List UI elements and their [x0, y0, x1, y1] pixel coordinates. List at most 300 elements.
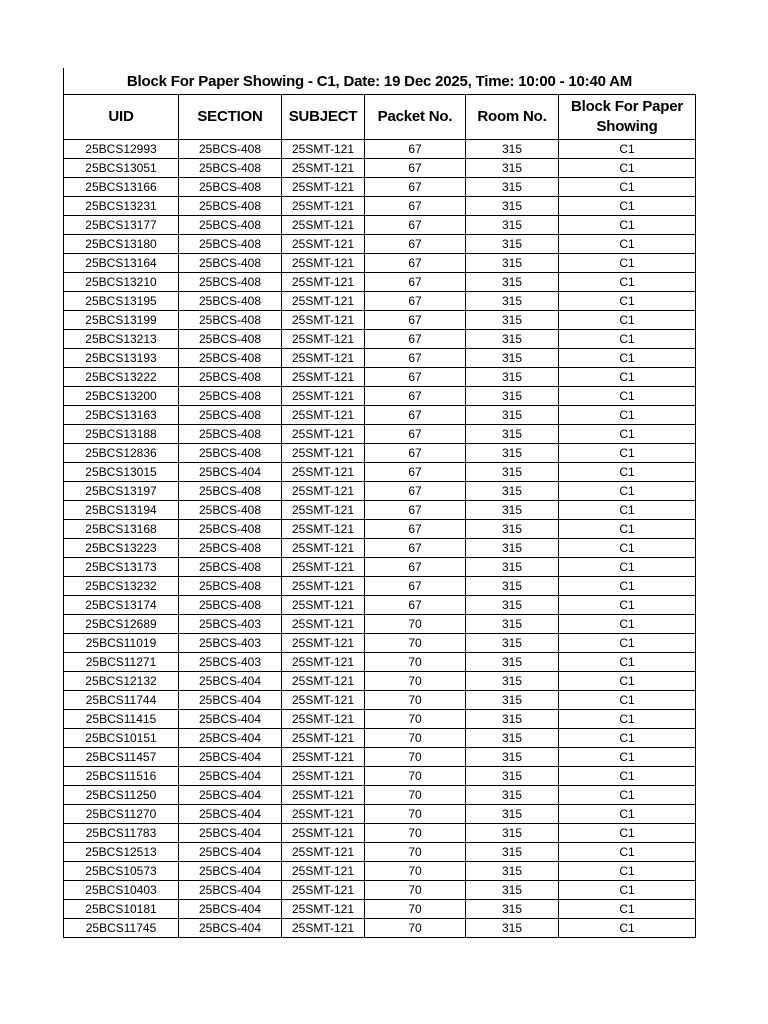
- cell-section: 25BCS-404: [179, 805, 282, 824]
- cell-room-no: 315: [466, 159, 559, 178]
- cell-block: C1: [559, 881, 696, 900]
- table-row: [64, 596, 696, 615]
- cell-room-no: 315: [466, 919, 559, 938]
- cell-uid: 25BCS13223: [64, 539, 179, 558]
- cell-block: C1: [559, 748, 696, 767]
- cell-packet-no: 70: [365, 634, 466, 653]
- title-bar: [63, 68, 695, 94]
- cell-section: 25BCS-404: [179, 786, 282, 805]
- cell-subject: 25SMT-121: [282, 881, 365, 900]
- cell-section: 25BCS-408: [179, 501, 282, 520]
- table-header: [64, 95, 696, 140]
- cell-uid: 25BCS13232: [64, 577, 179, 596]
- cell-packet-no: 67: [365, 140, 466, 159]
- cell-block: C1: [559, 900, 696, 919]
- cell-section: 25BCS-408: [179, 368, 282, 387]
- cell-uid: 25BCS11271: [64, 653, 179, 672]
- cell-block: C1: [559, 178, 696, 197]
- table-row: [64, 710, 696, 729]
- cell-block: C1: [559, 919, 696, 938]
- cell-block: C1: [559, 786, 696, 805]
- table-row: [64, 767, 696, 786]
- cell-room-no: 315: [466, 444, 559, 463]
- document-title: Block For Paper Showing - C1, Date: 19 Dec 2025, Time: 10:00 - 10:40 AM: [126, 72, 633, 90]
- cell-room-no: 315: [466, 900, 559, 919]
- cell-uid: 25BCS12132: [64, 672, 179, 691]
- cell-uid: 25BCS12836: [64, 444, 179, 463]
- allocation-table: [63, 94, 696, 938]
- cell-packet-no: 67: [365, 330, 466, 349]
- cell-uid: 25BCS13193: [64, 349, 179, 368]
- cell-block: C1: [559, 634, 696, 653]
- cell-uid: 25BCS13051: [64, 159, 179, 178]
- cell-subject: 25SMT-121: [282, 216, 365, 235]
- cell-section: 25BCS-404: [179, 862, 282, 881]
- table-row: [64, 577, 696, 596]
- cell-packet-no: 70: [365, 615, 466, 634]
- cell-subject: 25SMT-121: [282, 900, 365, 919]
- cell-block: C1: [559, 349, 696, 368]
- cell-section: 25BCS-408: [179, 216, 282, 235]
- cell-room-no: 315: [466, 767, 559, 786]
- cell-uid: 25BCS13163: [64, 406, 179, 425]
- cell-uid: 25BCS13173: [64, 558, 179, 577]
- table-row: [64, 653, 696, 672]
- cell-subject: 25SMT-121: [282, 178, 365, 197]
- cell-subject: 25SMT-121: [282, 843, 365, 862]
- cell-subject: 25SMT-121: [282, 539, 365, 558]
- cell-block: C1: [559, 368, 696, 387]
- table-row: [64, 140, 696, 159]
- cell-block: C1: [559, 444, 696, 463]
- cell-block: C1: [559, 520, 696, 539]
- cell-room-no: 315: [466, 178, 559, 197]
- cell-packet-no: 67: [365, 273, 466, 292]
- cell-uid: 25BCS13200: [64, 387, 179, 406]
- cell-room-no: 315: [466, 216, 559, 235]
- cell-packet-no: 67: [365, 368, 466, 387]
- cell-section: 25BCS-404: [179, 881, 282, 900]
- cell-uid: 25BCS13177: [64, 216, 179, 235]
- cell-section: 25BCS-404: [179, 900, 282, 919]
- cell-subject: 25SMT-121: [282, 824, 365, 843]
- cell-block: C1: [559, 558, 696, 577]
- cell-section: 25BCS-408: [179, 425, 282, 444]
- cell-room-no: 315: [466, 254, 559, 273]
- cell-block: C1: [559, 577, 696, 596]
- table-row: [64, 558, 696, 577]
- table-row: [64, 482, 696, 501]
- cell-section: 25BCS-404: [179, 463, 282, 482]
- cell-subject: 25SMT-121: [282, 767, 365, 786]
- cell-uid: 25BCS13174: [64, 596, 179, 615]
- table-row: [64, 406, 696, 425]
- cell-section: 25BCS-404: [179, 672, 282, 691]
- cell-block: C1: [559, 235, 696, 254]
- cell-room-no: 315: [466, 805, 559, 824]
- cell-subject: 25SMT-121: [282, 729, 365, 748]
- cell-packet-no: 67: [365, 197, 466, 216]
- cell-subject: 25SMT-121: [282, 710, 365, 729]
- table-row: [64, 824, 696, 843]
- table-row: [64, 425, 696, 444]
- cell-subject: 25SMT-121: [282, 634, 365, 653]
- header-room-no: Room No.: [466, 95, 559, 140]
- cell-block: C1: [559, 501, 696, 520]
- cell-block: C1: [559, 539, 696, 558]
- cell-uid: 25BCS13231: [64, 197, 179, 216]
- cell-uid: 25BCS13015: [64, 463, 179, 482]
- cell-section: 25BCS-408: [179, 406, 282, 425]
- cell-room-no: 315: [466, 710, 559, 729]
- cell-uid: 25BCS11744: [64, 691, 179, 710]
- cell-packet-no: 67: [365, 178, 466, 197]
- table-row: [64, 539, 696, 558]
- cell-block: C1: [559, 805, 696, 824]
- cell-room-no: 315: [466, 862, 559, 881]
- header-section: SECTION: [179, 95, 282, 140]
- cell-room-no: 315: [466, 463, 559, 482]
- cell-subject: 25SMT-121: [282, 235, 365, 254]
- cell-subject: 25SMT-121: [282, 349, 365, 368]
- cell-packet-no: 67: [365, 577, 466, 596]
- cell-packet-no: 67: [365, 292, 466, 311]
- cell-uid: 25BCS10181: [64, 900, 179, 919]
- cell-block: C1: [559, 710, 696, 729]
- cell-packet-no: 67: [365, 539, 466, 558]
- cell-block: C1: [559, 482, 696, 501]
- cell-room-no: 315: [466, 520, 559, 539]
- cell-section: 25BCS-408: [179, 349, 282, 368]
- table-row: [64, 235, 696, 254]
- cell-block: C1: [559, 216, 696, 235]
- cell-section: 25BCS-408: [179, 539, 282, 558]
- cell-section: 25BCS-404: [179, 824, 282, 843]
- cell-section: 25BCS-408: [179, 292, 282, 311]
- cell-block: C1: [559, 254, 696, 273]
- cell-section: 25BCS-404: [179, 691, 282, 710]
- cell-subject: 25SMT-121: [282, 406, 365, 425]
- cell-section: 25BCS-404: [179, 919, 282, 938]
- cell-section: 25BCS-404: [179, 729, 282, 748]
- cell-packet-no: 70: [365, 919, 466, 938]
- cell-room-no: 315: [466, 292, 559, 311]
- cell-uid: 25BCS13222: [64, 368, 179, 387]
- cell-packet-no: 70: [365, 748, 466, 767]
- cell-section: 25BCS-403: [179, 615, 282, 634]
- cell-room-no: 315: [466, 425, 559, 444]
- cell-subject: 25SMT-121: [282, 425, 365, 444]
- cell-subject: 25SMT-121: [282, 501, 365, 520]
- cell-packet-no: 70: [365, 691, 466, 710]
- cell-room-no: 315: [466, 786, 559, 805]
- cell-room-no: 315: [466, 577, 559, 596]
- header-packet-no: Packet No.: [365, 95, 466, 140]
- cell-subject: 25SMT-121: [282, 520, 365, 539]
- table-row: [64, 843, 696, 862]
- cell-room-no: 315: [466, 330, 559, 349]
- cell-subject: 25SMT-121: [282, 368, 365, 387]
- table-row: [64, 881, 696, 900]
- table-row: [64, 634, 696, 653]
- cell-uid: 25BCS12689: [64, 615, 179, 634]
- cell-block: C1: [559, 425, 696, 444]
- cell-uid: 25BCS13188: [64, 425, 179, 444]
- table-body: [64, 140, 696, 938]
- table-row: [64, 444, 696, 463]
- cell-section: 25BCS-408: [179, 558, 282, 577]
- cell-room-no: 315: [466, 615, 559, 634]
- cell-block: C1: [559, 672, 696, 691]
- header-uid: UID: [64, 95, 179, 140]
- cell-section: 25BCS-403: [179, 653, 282, 672]
- table-row: [64, 197, 696, 216]
- cell-packet-no: 67: [365, 406, 466, 425]
- cell-packet-no: 67: [365, 349, 466, 368]
- cell-subject: 25SMT-121: [282, 482, 365, 501]
- cell-subject: 25SMT-121: [282, 558, 365, 577]
- cell-uid: 25BCS13199: [64, 311, 179, 330]
- cell-block: C1: [559, 311, 696, 330]
- header-row: [64, 95, 696, 140]
- cell-room-no: 315: [466, 748, 559, 767]
- cell-subject: 25SMT-121: [282, 691, 365, 710]
- table-row: [64, 805, 696, 824]
- cell-section: 25BCS-403: [179, 634, 282, 653]
- cell-block: C1: [559, 843, 696, 862]
- cell-packet-no: 70: [365, 710, 466, 729]
- cell-subject: 25SMT-121: [282, 197, 365, 216]
- cell-room-no: 315: [466, 349, 559, 368]
- cell-room-no: 315: [466, 539, 559, 558]
- cell-packet-no: 67: [365, 425, 466, 444]
- cell-uid: 25BCS11516: [64, 767, 179, 786]
- cell-uid: 25BCS11457: [64, 748, 179, 767]
- table-row: [64, 387, 696, 406]
- cell-room-no: 315: [466, 672, 559, 691]
- cell-section: 25BCS-408: [179, 387, 282, 406]
- table-row: [64, 900, 696, 919]
- cell-uid: 25BCS13168: [64, 520, 179, 539]
- cell-room-no: 315: [466, 235, 559, 254]
- cell-uid: 25BCS11250: [64, 786, 179, 805]
- cell-subject: 25SMT-121: [282, 159, 365, 178]
- cell-room-no: 315: [466, 501, 559, 520]
- cell-block: C1: [559, 862, 696, 881]
- cell-uid: 25BCS10403: [64, 881, 179, 900]
- cell-room-no: 315: [466, 558, 559, 577]
- cell-block: C1: [559, 273, 696, 292]
- cell-room-no: 315: [466, 653, 559, 672]
- cell-subject: 25SMT-121: [282, 463, 365, 482]
- table-row: [64, 919, 696, 938]
- cell-packet-no: 67: [365, 387, 466, 406]
- cell-uid: 25BCS13194: [64, 501, 179, 520]
- cell-packet-no: 70: [365, 653, 466, 672]
- cell-section: 25BCS-408: [179, 235, 282, 254]
- cell-room-no: 315: [466, 824, 559, 843]
- cell-subject: 25SMT-121: [282, 672, 365, 691]
- cell-section: 25BCS-408: [179, 197, 282, 216]
- table-row: [64, 368, 696, 387]
- cell-subject: 25SMT-121: [282, 387, 365, 406]
- cell-subject: 25SMT-121: [282, 748, 365, 767]
- table-row: [64, 273, 696, 292]
- cell-uid: 25BCS11783: [64, 824, 179, 843]
- cell-subject: 25SMT-121: [282, 919, 365, 938]
- cell-packet-no: 67: [365, 444, 466, 463]
- cell-packet-no: 70: [365, 729, 466, 748]
- cell-subject: 25SMT-121: [282, 292, 365, 311]
- cell-subject: 25SMT-121: [282, 805, 365, 824]
- cell-packet-no: 70: [365, 900, 466, 919]
- cell-packet-no: 70: [365, 862, 466, 881]
- cell-subject: 25SMT-121: [282, 577, 365, 596]
- cell-uid: 25BCS12993: [64, 140, 179, 159]
- table-row: [64, 672, 696, 691]
- cell-subject: 25SMT-121: [282, 311, 365, 330]
- cell-section: 25BCS-408: [179, 596, 282, 615]
- cell-section: 25BCS-408: [179, 520, 282, 539]
- table-row: [64, 216, 696, 235]
- table-row: [64, 330, 696, 349]
- cell-packet-no: 67: [365, 463, 466, 482]
- cell-packet-no: 67: [365, 311, 466, 330]
- cell-block: C1: [559, 140, 696, 159]
- cell-uid: 25BCS13164: [64, 254, 179, 273]
- table-row: [64, 349, 696, 368]
- table-row: [64, 786, 696, 805]
- cell-packet-no: 70: [365, 767, 466, 786]
- cell-uid: 25BCS10151: [64, 729, 179, 748]
- cell-packet-no: 70: [365, 672, 466, 691]
- cell-section: 25BCS-404: [179, 843, 282, 862]
- table-row: [64, 729, 696, 748]
- cell-packet-no: 67: [365, 558, 466, 577]
- cell-section: 25BCS-408: [179, 482, 282, 501]
- cell-packet-no: 70: [365, 824, 466, 843]
- cell-block: C1: [559, 159, 696, 178]
- cell-block: C1: [559, 824, 696, 843]
- cell-uid: 25BCS13180: [64, 235, 179, 254]
- cell-block: C1: [559, 691, 696, 710]
- cell-packet-no: 67: [365, 159, 466, 178]
- cell-subject: 25SMT-121: [282, 615, 365, 634]
- cell-room-no: 315: [466, 691, 559, 710]
- cell-subject: 25SMT-121: [282, 273, 365, 292]
- cell-room-no: 315: [466, 596, 559, 615]
- cell-room-no: 315: [466, 311, 559, 330]
- cell-section: 25BCS-408: [179, 311, 282, 330]
- cell-packet-no: 67: [365, 254, 466, 273]
- cell-section: 25BCS-404: [179, 710, 282, 729]
- table-row: [64, 748, 696, 767]
- cell-packet-no: 67: [365, 216, 466, 235]
- header-block: Block For Paper Showing: [559, 95, 696, 140]
- cell-subject: 25SMT-121: [282, 596, 365, 615]
- cell-uid: 25BCS13166: [64, 178, 179, 197]
- cell-section: 25BCS-408: [179, 140, 282, 159]
- cell-uid: 25BCS10573: [64, 862, 179, 881]
- cell-block: C1: [559, 653, 696, 672]
- table-row: [64, 178, 696, 197]
- table-row: [64, 691, 696, 710]
- cell-room-no: 315: [466, 843, 559, 862]
- cell-uid: 25BCS13210: [64, 273, 179, 292]
- cell-uid: 25BCS13197: [64, 482, 179, 501]
- cell-block: C1: [559, 767, 696, 786]
- cell-uid: 25BCS12513: [64, 843, 179, 862]
- table-row: [64, 615, 696, 634]
- cell-room-no: 315: [466, 729, 559, 748]
- cell-block: C1: [559, 729, 696, 748]
- cell-uid: 25BCS13213: [64, 330, 179, 349]
- cell-section: 25BCS-404: [179, 748, 282, 767]
- cell-block: C1: [559, 197, 696, 216]
- table-row: [64, 292, 696, 311]
- cell-room-no: 315: [466, 368, 559, 387]
- cell-subject: 25SMT-121: [282, 330, 365, 349]
- cell-section: 25BCS-408: [179, 444, 282, 463]
- cell-uid: 25BCS11415: [64, 710, 179, 729]
- cell-packet-no: 67: [365, 482, 466, 501]
- cell-packet-no: 70: [365, 805, 466, 824]
- cell-block: C1: [559, 615, 696, 634]
- document-page: [63, 68, 695, 938]
- cell-packet-no: 67: [365, 501, 466, 520]
- cell-room-no: 315: [466, 140, 559, 159]
- cell-uid: 25BCS13195: [64, 292, 179, 311]
- cell-subject: 25SMT-121: [282, 444, 365, 463]
- table-row: [64, 520, 696, 539]
- cell-uid: 25BCS11270: [64, 805, 179, 824]
- cell-subject: 25SMT-121: [282, 786, 365, 805]
- table-row: [64, 463, 696, 482]
- table-row: [64, 311, 696, 330]
- cell-subject: 25SMT-121: [282, 653, 365, 672]
- table-row: [64, 159, 696, 178]
- cell-subject: 25SMT-121: [282, 140, 365, 159]
- cell-block: C1: [559, 330, 696, 349]
- cell-block: C1: [559, 292, 696, 311]
- table-row: [64, 254, 696, 273]
- cell-packet-no: 67: [365, 596, 466, 615]
- cell-uid: 25BCS11745: [64, 919, 179, 938]
- cell-room-no: 315: [466, 634, 559, 653]
- table-row: [64, 501, 696, 520]
- cell-section: 25BCS-408: [179, 330, 282, 349]
- cell-section: 25BCS-408: [179, 577, 282, 596]
- cell-packet-no: 70: [365, 786, 466, 805]
- cell-packet-no: 67: [365, 235, 466, 254]
- cell-section: 25BCS-408: [179, 159, 282, 178]
- cell-room-no: 315: [466, 482, 559, 501]
- header-subject: SUBJECT: [282, 95, 365, 140]
- cell-subject: 25SMT-121: [282, 254, 365, 273]
- cell-section: 25BCS-408: [179, 254, 282, 273]
- cell-uid: 25BCS11019: [64, 634, 179, 653]
- cell-packet-no: 70: [365, 843, 466, 862]
- cell-block: C1: [559, 596, 696, 615]
- cell-section: 25BCS-408: [179, 178, 282, 197]
- cell-room-no: 315: [466, 387, 559, 406]
- table-row: [64, 862, 696, 881]
- cell-room-no: 315: [466, 197, 559, 216]
- cell-room-no: 315: [466, 406, 559, 425]
- cell-packet-no: 67: [365, 520, 466, 539]
- cell-section: 25BCS-408: [179, 273, 282, 292]
- cell-block: C1: [559, 387, 696, 406]
